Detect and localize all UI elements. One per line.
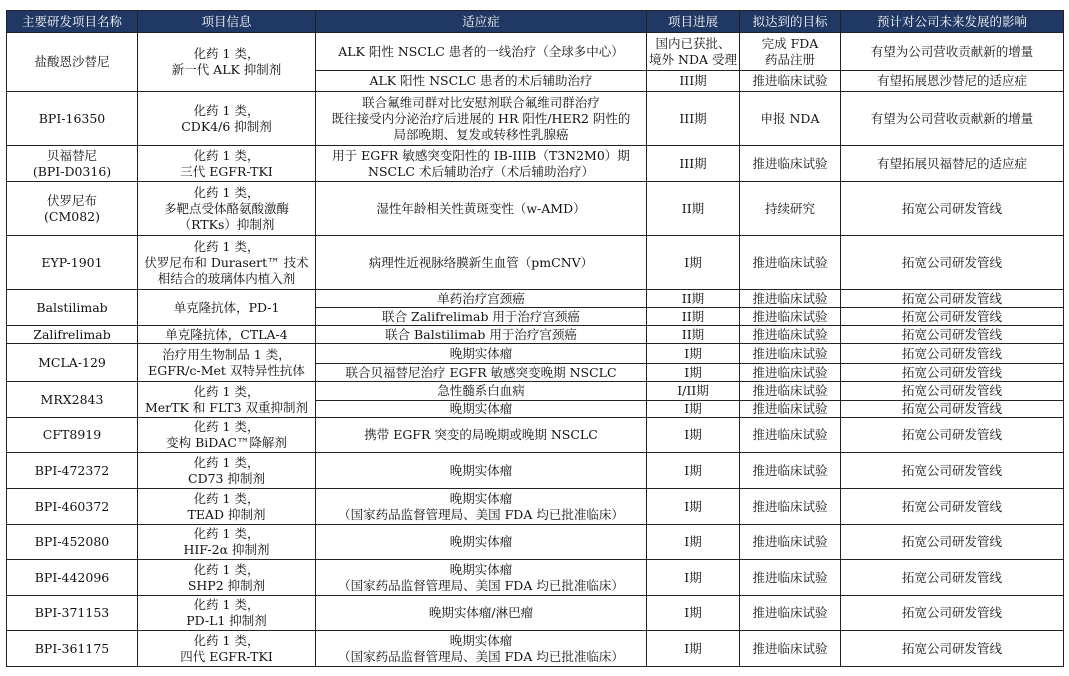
progress-cell: III期 <box>647 92 740 146</box>
indication-cell: 晚期实体瘤 <box>316 344 647 364</box>
project-info-cell: 化药 1 类， MerTK 和 FLT3 双重抑制剂 <box>138 382 316 418</box>
project-info-cell: 化药 1 类， 四代 EGFR-TKI <box>138 631 316 667</box>
table-row <box>7 326 1064 344</box>
progress-cell: I期 <box>647 631 740 667</box>
indication-cell: 联合贝福替尼治疗 EGFR 敏感突变晚期 NSCLC <box>316 364 647 382</box>
indication-cell: 晚期实体瘤 （国家药品监督管理局、美国 FDA 均已批准临床） <box>316 489 647 525</box>
project-name-cell: Balstilimab <box>7 290 138 326</box>
project-info-cell: 化药 1 类， TEAD 抑制剂 <box>138 489 316 525</box>
indication-cell: ALK 阳性 NSCLC 患者的一线治疗（全球多中心） <box>316 33 647 71</box>
progress-cell: I期 <box>647 401 740 418</box>
project-name-cell: BPI-452080 <box>7 525 138 560</box>
project-info-cell: 化药 1 类， 三代 EGFR-TKI <box>138 146 316 182</box>
goal-cell: 推进临床试验 <box>740 453 841 489</box>
impact-cell: 有望拓展恩沙替尼的适应症 <box>841 71 1064 92</box>
progress-cell: I期 <box>647 596 740 631</box>
table-row <box>7 344 1064 364</box>
indication-cell: 携带 EGFR 突变的局晚期或晚期 NSCLC <box>316 418 647 453</box>
project-name-cell: EYP-1901 <box>7 236 138 290</box>
project-info-cell: 化药 1 类， HIF-2α 抑制剂 <box>138 525 316 560</box>
table-body <box>7 33 1064 667</box>
impact-cell: 拓宽公司研发管线 <box>841 418 1064 453</box>
goal-cell: 推进临床试验 <box>740 596 841 631</box>
progress-cell: III期 <box>647 71 740 92</box>
table-row <box>7 182 1064 236</box>
impact-cell: 拓宽公司研发管线 <box>841 236 1064 290</box>
header-cell: 项目信息 <box>138 11 316 33</box>
goal-cell: 完成 FDA 药品注册 <box>740 33 841 71</box>
impact-cell: 拓宽公司研发管线 <box>841 525 1064 560</box>
goal-cell: 推进临床试验 <box>740 525 841 560</box>
project-name-cell: MRX2843 <box>7 382 138 418</box>
impact-cell: 有望拓展贝福替尼的适应症 <box>841 146 1064 182</box>
table-row <box>7 290 1064 308</box>
header-cell: 预计对公司未来发展的影响 <box>841 11 1064 33</box>
impact-cell: 拓宽公司研发管线 <box>841 344 1064 364</box>
indication-cell: 病理性近视脉络膜新生血管（pmCNV） <box>316 236 647 290</box>
progress-cell: 国内已获批、 境外 NDA 受理 <box>647 33 740 71</box>
goal-cell: 推进临床试验 <box>740 382 841 401</box>
pipeline-table <box>6 10 1064 667</box>
impact-cell: 拓宽公司研发管线 <box>841 308 1064 326</box>
progress-cell: III期 <box>647 146 740 182</box>
progress-cell: II期 <box>647 290 740 308</box>
progress-cell: I/II期 <box>647 382 740 401</box>
impact-cell: 有望为公司营收贡献新的增量 <box>841 92 1064 146</box>
project-name-cell: BPI-16350 <box>7 92 138 146</box>
goal-cell: 推进临床试验 <box>740 308 841 326</box>
project-info-cell: 化药 1 类， CDK4/6 抑制剂 <box>138 92 316 146</box>
impact-cell: 拓宽公司研发管线 <box>841 631 1064 667</box>
impact-cell: 拓宽公司研发管线 <box>841 364 1064 382</box>
indication-cell: 用于 EGFR 敏感突变阳性的 IB-IIIB（T3N2M0）期 NSCLC 术后辅助治疗（术后辅助治疗） <box>316 146 647 182</box>
project-info-cell: 化药 1 类， 新一代 ALK 抑制剂 <box>138 33 316 92</box>
project-info-cell: 化药 1 类， 变构 BiDAC™降解剂 <box>138 418 316 453</box>
progress-cell: I期 <box>647 560 740 596</box>
goal-cell: 推进临床试验 <box>740 401 841 418</box>
progress-cell: II期 <box>647 308 740 326</box>
goal-cell: 申报 NDA <box>740 92 841 146</box>
indication-cell: 晚期实体瘤 （国家药品监督管理局、美国 FDA 均已批准临床） <box>316 631 647 667</box>
progress-cell: I期 <box>647 364 740 382</box>
table-row <box>7 33 1064 71</box>
project-info-cell: 化药 1 类， PD-L1 抑制剂 <box>138 596 316 631</box>
project-info-cell: 单克隆抗体，PD-1 <box>138 290 316 326</box>
indication-cell: 急性髓系白血病 <box>316 382 647 401</box>
goal-cell: 推进临床试验 <box>740 560 841 596</box>
header-row <box>7 11 1064 33</box>
table-row <box>7 418 1064 453</box>
project-name-cell: BPI-361175 <box>7 631 138 667</box>
indication-cell: 单药治疗宫颈癌 <box>316 290 647 308</box>
project-name-cell: 伏罗尼布 (CM082) <box>7 182 138 236</box>
project-info-cell: 化药 1 类， CD73 抑制剂 <box>138 453 316 489</box>
project-name-cell: MCLA-129 <box>7 344 138 382</box>
project-name-cell: CFT8919 <box>7 418 138 453</box>
table-row <box>7 560 1064 596</box>
table-row <box>7 596 1064 631</box>
indication-cell: 晚期实体瘤 <box>316 453 647 489</box>
impact-cell: 拓宽公司研发管线 <box>841 290 1064 308</box>
header-cell: 主要研发项目名称 <box>7 11 138 33</box>
project-name-cell: 盐酸恩沙替尼 <box>7 33 138 92</box>
header-cell: 项目进展 <box>647 11 740 33</box>
table-row <box>7 489 1064 525</box>
progress-cell: I期 <box>647 418 740 453</box>
project-info-cell: 化药 1 类， SHP2 抑制剂 <box>138 560 316 596</box>
project-name-cell: 贝福替尼 (BPI-D0316) <box>7 146 138 182</box>
progress-cell: II期 <box>647 182 740 236</box>
impact-cell: 拓宽公司研发管线 <box>841 182 1064 236</box>
goal-cell: 推进临床试验 <box>740 326 841 344</box>
goal-cell: 推进临床试验 <box>740 631 841 667</box>
indication-cell: 联合 Balstilimab 用于治疗宫颈癌 <box>316 326 647 344</box>
goal-cell: 推进临床试验 <box>740 344 841 364</box>
indication-cell: 联合氟维司群对比安慰剂联合氟维司群治疗 既往接受内分泌治疗后进展的 HR 阳性/HER2 阴性的 局部晚期、复发或转移性乳腺癌 <box>316 92 647 146</box>
progress-cell: I期 <box>647 236 740 290</box>
indication-cell: 晚期实体瘤 <box>316 525 647 560</box>
indication-cell: 湿性年龄相关性黄斑变性（w-AMD） <box>316 182 647 236</box>
project-name-cell: Zalifrelimab <box>7 326 138 344</box>
impact-cell: 拓宽公司研发管线 <box>841 401 1064 418</box>
project-name-cell: BPI-371153 <box>7 596 138 631</box>
project-name-cell: BPI-472372 <box>7 453 138 489</box>
indication-cell: 晚期实体瘤 （国家药品监督管理局、美国 FDA 均已批准临床） <box>316 560 647 596</box>
impact-cell: 拓宽公司研发管线 <box>841 453 1064 489</box>
table-row <box>7 525 1064 560</box>
indication-cell: ALK 阳性 NSCLC 患者的术后辅助治疗 <box>316 71 647 92</box>
progress-cell: II期 <box>647 326 740 344</box>
impact-cell: 有望为公司营收贡献新的增量 <box>841 33 1064 71</box>
impact-cell: 拓宽公司研发管线 <box>841 596 1064 631</box>
goal-cell: 推进临床试验 <box>740 290 841 308</box>
goal-cell: 推进临床试验 <box>740 236 841 290</box>
project-name-cell: BPI-442096 <box>7 560 138 596</box>
project-info-cell: 化药 1 类， 伏罗尼布和 Durasert™ 技术 相结合的玻璃体内植入剂 <box>138 236 316 290</box>
indication-cell: 晚期实体瘤 <box>316 401 647 418</box>
table-row <box>7 382 1064 401</box>
goal-cell: 推进临床试验 <box>740 71 841 92</box>
table-row <box>7 453 1064 489</box>
progress-cell: I期 <box>647 489 740 525</box>
table-row <box>7 236 1064 290</box>
goal-cell: 推进临床试验 <box>740 418 841 453</box>
project-info-cell: 治疗用生物制品 1 类， EGFR/c-Met 双特异性抗体 <box>138 344 316 382</box>
header-cell: 拟达到的目标 <box>740 11 841 33</box>
header-cell: 适应症 <box>316 11 647 33</box>
table-row <box>7 146 1064 182</box>
project-name-cell: BPI-460372 <box>7 489 138 525</box>
progress-cell: I期 <box>647 344 740 364</box>
progress-cell: I期 <box>647 453 740 489</box>
table-row <box>7 92 1064 146</box>
goal-cell: 推进临床试验 <box>740 146 841 182</box>
progress-cell: I期 <box>647 525 740 560</box>
project-info-cell: 化药 1 类， 多靶点受体酪氨酸激酶 （RTKs）抑制剂 <box>138 182 316 236</box>
table-row <box>7 631 1064 667</box>
goal-cell: 推进临床试验 <box>740 364 841 382</box>
goal-cell: 推进临床试验 <box>740 489 841 525</box>
impact-cell: 拓宽公司研发管线 <box>841 326 1064 344</box>
goal-cell: 持续研究 <box>740 182 841 236</box>
project-info-cell: 单克隆抗体，CTLA-4 <box>138 326 316 344</box>
impact-cell: 拓宽公司研发管线 <box>841 382 1064 401</box>
impact-cell: 拓宽公司研发管线 <box>841 560 1064 596</box>
impact-cell: 拓宽公司研发管线 <box>841 489 1064 525</box>
indication-cell: 晚期实体瘤/淋巴瘤 <box>316 596 647 631</box>
indication-cell: 联合 Zalifrelimab 用于治疗宫颈癌 <box>316 308 647 326</box>
